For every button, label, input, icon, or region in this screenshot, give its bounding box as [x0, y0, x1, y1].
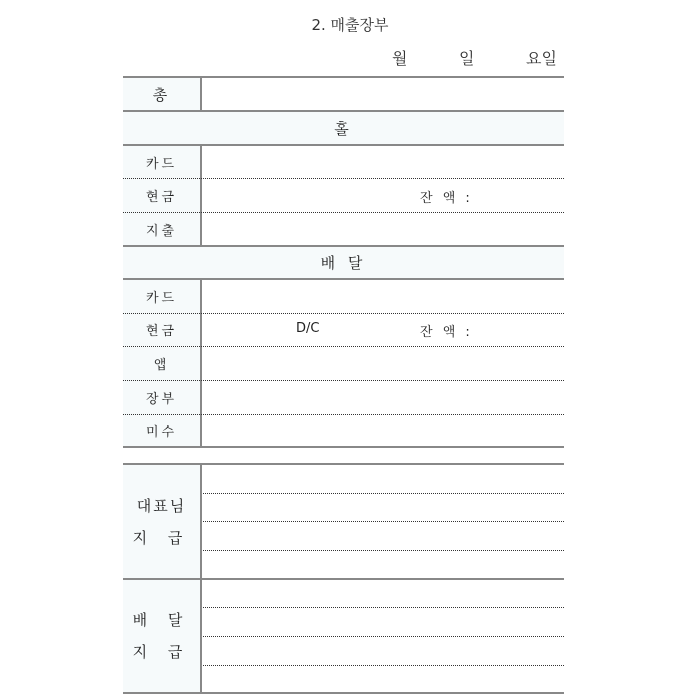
divider — [123, 144, 564, 146]
month-label: 월 — [392, 49, 408, 68]
owner-payment-label — [123, 464, 202, 579]
divider — [123, 278, 564, 280]
divider — [123, 414, 564, 415]
divider — [203, 607, 564, 608]
divider — [203, 550, 564, 551]
total-label: 총 — [123, 77, 202, 111]
delivery-payment-line1: 배 달 — [132, 611, 191, 629]
hall-cash-row[interactable] — [123, 179, 564, 212]
weekday-label: 요일 — [526, 49, 557, 68]
hall-expense-label: 지출 — [123, 212, 202, 246]
delivery-balance-label: 잔 액 : — [420, 325, 473, 340]
delivery-section-header: 배 달 — [123, 246, 564, 279]
total-row — [123, 77, 564, 111]
page-title: 2. 매출장부 — [311, 16, 389, 34]
divider — [123, 76, 564, 78]
hall-cash-label: 현금 — [123, 179, 202, 212]
divider — [123, 692, 564, 694]
delivery-ledger-label: 장부 — [123, 380, 202, 414]
delivery-app-row[interactable] — [123, 346, 564, 380]
divider — [123, 346, 564, 347]
delivery-dc-label: D/C — [296, 321, 320, 336]
divider — [123, 380, 564, 381]
divider — [203, 493, 564, 494]
divider — [123, 313, 564, 314]
delivery-payment-line2: 지 급 — [132, 643, 191, 661]
divider — [123, 212, 564, 213]
delivery-payment-label — [123, 579, 202, 693]
owner-payment-line1: 대표님 — [136, 496, 187, 515]
divider — [123, 578, 564, 580]
divider — [123, 446, 564, 448]
hall-expense-row[interactable] — [123, 212, 564, 246]
divider — [203, 636, 564, 637]
divider — [123, 110, 564, 112]
divider — [123, 245, 564, 247]
delivery-unpaid-label: 미수 — [123, 414, 202, 447]
delivery-card-row[interactable] — [123, 279, 564, 313]
delivery-ledger-row[interactable] — [123, 380, 564, 414]
hall-card-label: 카드 — [123, 145, 202, 179]
divider — [123, 463, 564, 465]
day-label: 일 — [459, 49, 475, 68]
delivery-cash-row[interactable] — [123, 313, 564, 346]
owner-payment-line2: 지 급 — [132, 528, 191, 547]
divider — [123, 178, 564, 179]
hall-balance-label: 잔 액 : — [420, 191, 473, 206]
divider — [203, 665, 564, 666]
hall-section-header: 홀 — [123, 111, 564, 145]
delivery-cash-label: 현금 — [123, 313, 202, 346]
divider — [203, 521, 564, 522]
delivery-app-label: 앱 — [123, 346, 202, 380]
delivery-unpaid-row[interactable] — [123, 414, 564, 447]
delivery-card-label: 카드 — [123, 279, 202, 313]
hall-card-row[interactable] — [123, 145, 564, 179]
